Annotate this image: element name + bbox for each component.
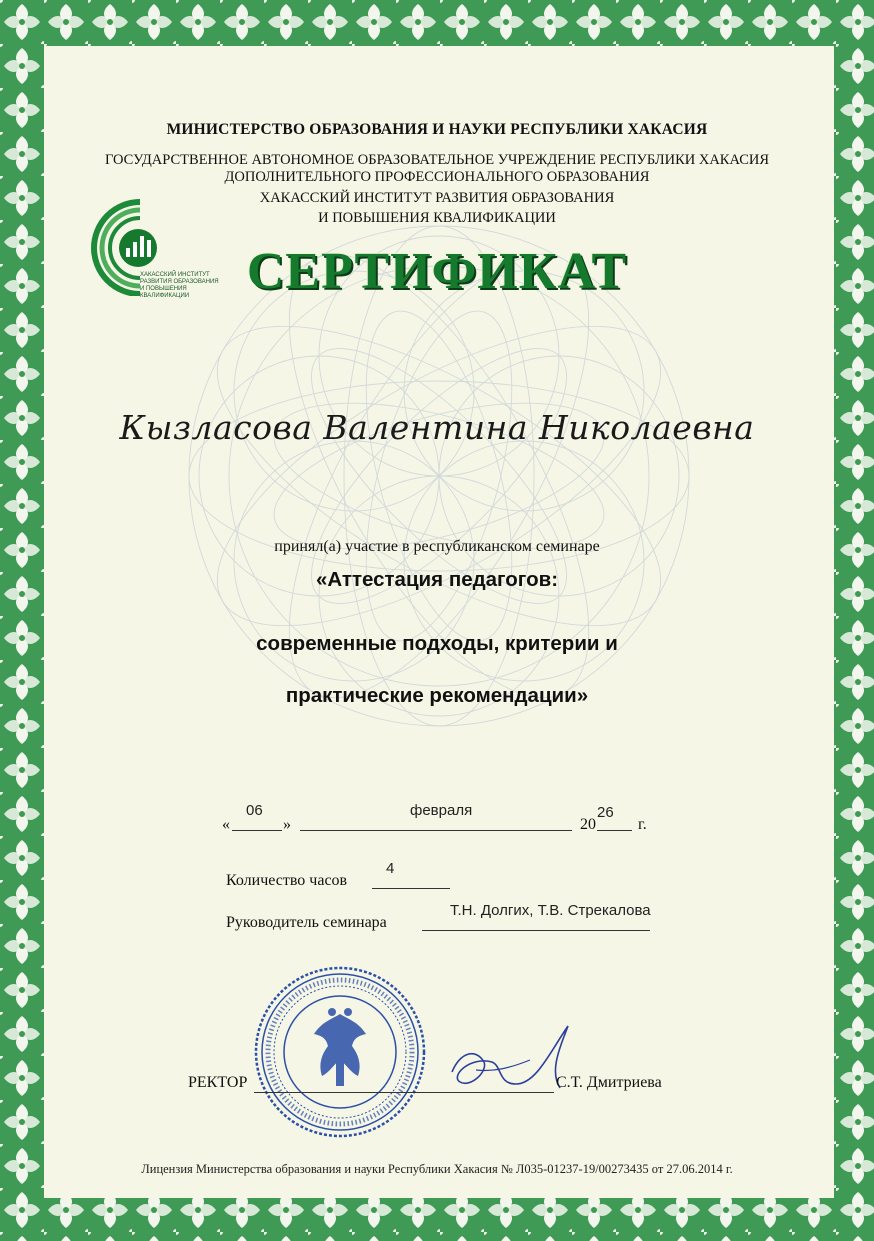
hours-line [372, 888, 450, 889]
date-year-prefix: 20 [580, 816, 596, 833]
seminar-title-line-1: «Аттестация педагогов: [315, 568, 559, 591]
date-year-unit: г. [638, 816, 647, 833]
date-open-quote: « [222, 816, 230, 833]
license-text: Лицензия Министерства образования и науки Республики Хакасия № Л035-01237-19/00273435 от 27.06.2014 г. [141, 1162, 733, 1176]
date-year-suffix: 26 [597, 804, 614, 821]
official-seal [252, 964, 428, 1140]
institution-line-1: ГОСУДАРСТВЕННОЕ АВТОНОМНОЕ ОБРАЗОВАТЕЛЬНОЕ УЧРЕЖДЕНИЕ РЕСПУБЛИКИ ХАКАСИЯ [104, 152, 770, 168]
institution-line-4: И ПОВЫШЕНИЯ КВАЛИФИКАЦИИ [318, 210, 556, 226]
date-month-line [300, 830, 572, 831]
institution-line-3: ХАКАССКИЙ ИНСТИТУТ РАЗВИТИЯ ОБРАЗОВАНИЯ [259, 190, 615, 206]
leader-value: Т.Н. Долгих, Т.В. Стрекалова [450, 902, 651, 919]
rector-name: С.Т. Дмитриева [556, 1074, 662, 1091]
date-close-quote: » [283, 816, 291, 833]
date-day-line [232, 830, 282, 831]
recipient-name: Кызласова Валентина Николаевна [119, 408, 755, 447]
participation-text: принял(а) участие в республиканском семинаре [274, 538, 600, 555]
leader-label: Руководитель семинара [226, 914, 387, 931]
date-month: февраля [410, 802, 473, 819]
hours-value: 4 [386, 860, 395, 877]
seminar-title-line-2: современные подходы, критерии и [256, 632, 618, 655]
logo-text-line-1: ХАКАССКИЙ ИНСТИТУТ [140, 272, 210, 278]
certificate-title: СЕРТИФИКАТ [246, 243, 628, 300]
ministry-heading: МИНИСТЕРСТВО ОБРАЗОВАНИЯ И НАУКИ РЕСПУБЛИКИ ХАКАСИЯ [166, 121, 708, 138]
leader-line [422, 930, 650, 931]
date-day: 06 [246, 802, 263, 819]
institution-line-2: ДОПОЛНИТЕЛЬНОГО ПРОФЕССИОНАЛЬНОГО ОБРАЗОВАНИЯ [224, 169, 650, 185]
rector-label: РЕКТОР [188, 1074, 248, 1091]
logo-text-line-2: РАЗВИТИЯ ОБРАЗОВАНИЯ [140, 279, 219, 285]
signature-line [254, 1092, 554, 1093]
logo-text-line-3: И ПОВЫШЕНИЯ КВАЛИФИКАЦИИ [140, 286, 190, 299]
date-year-line [597, 830, 632, 831]
seminar-title-line-3: практические рекомендации» [285, 684, 589, 707]
hours-label: Количество часов [226, 872, 348, 889]
